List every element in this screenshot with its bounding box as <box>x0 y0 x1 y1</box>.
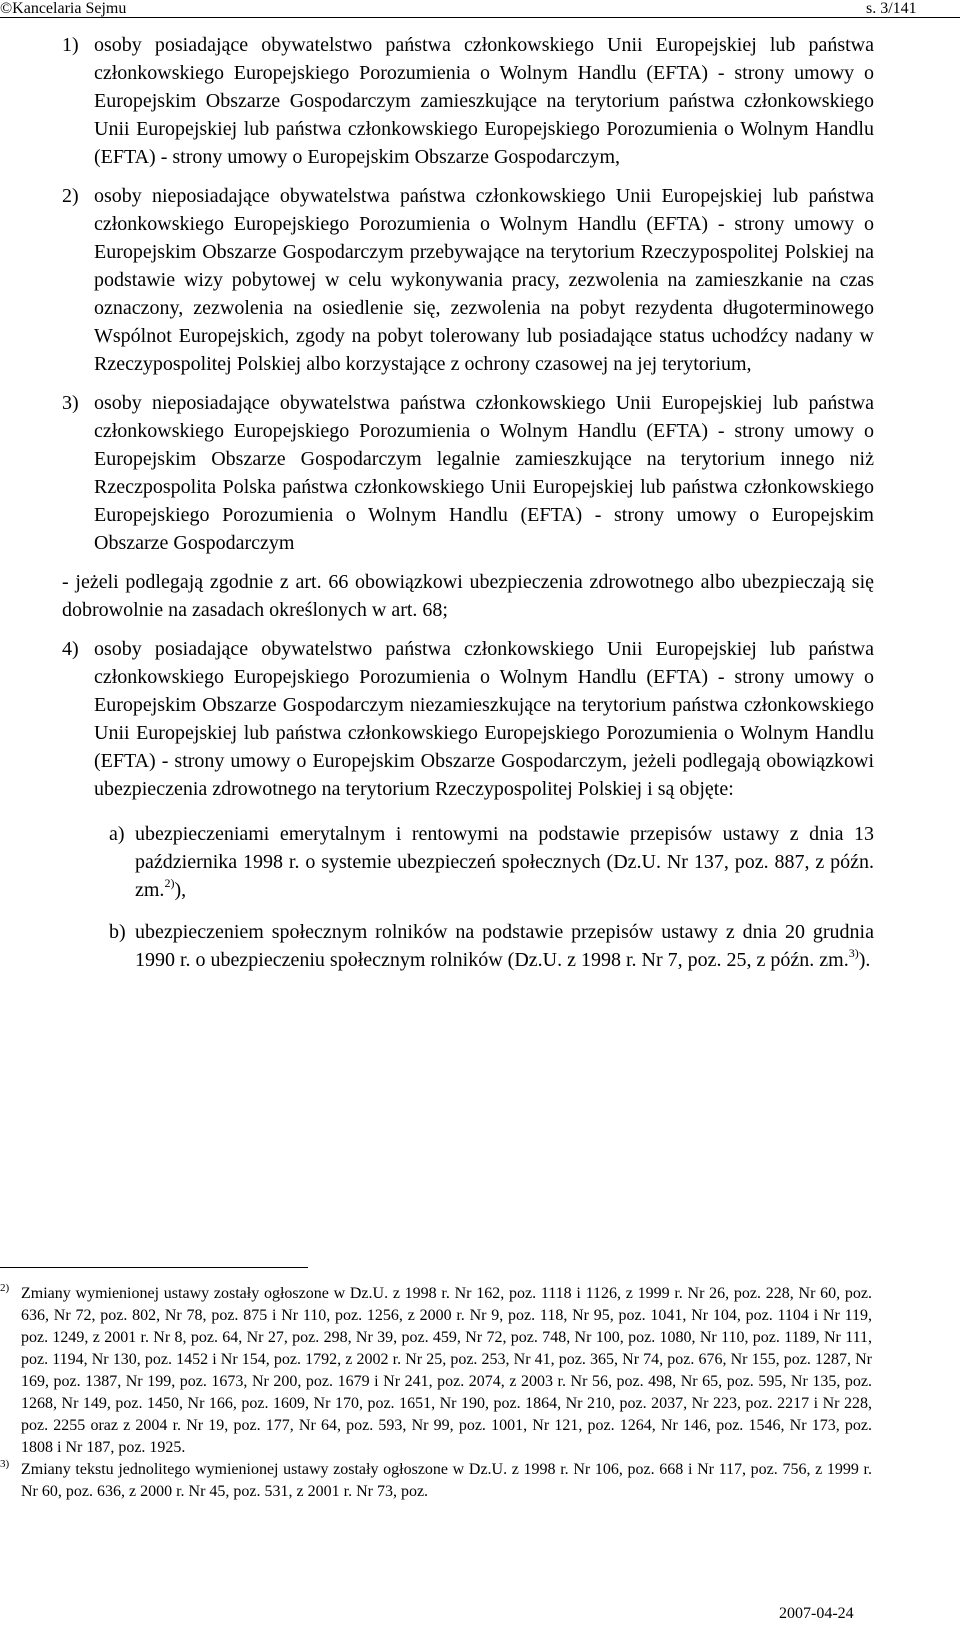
footnote-reference[interactable]: 2) <box>164 876 175 891</box>
footnotes <box>0 1283 872 1503</box>
list-item-1 <box>62 31 874 171</box>
list-item-text: osoby posiadające obywatelstwo państwa członkowskiego Unii Europejskiej lub państwa członkowskiego Europejskiego Porozumienia o Wolnym Handlu (EFTA) - strony umowy o Europejskim Obszarze Gospodarczym niezamieszkujące na terytorium państwa członkowskiego Unii Europejskiej lub państwa członkowskiego Europejskiego Porozumienia o Wolnym Handlu (EFTA) - strony umowy o Europejskim Obszarze Gospodarczym, jeżeli podlegają obowiązkowi ubezpieczenia zdrowotnego na terytorium Rzeczypospolitej Polskiej i są objęte: <box>94 638 874 800</box>
footnote-mark: 3) <box>0 1458 10 1470</box>
list-item-text: osoby nieposiadające obywatelstwa państwa członkowskiego Unii Europejskiej lub państwa członkowskiego Europejskiego Porozumienia o Wolnym Handlu (EFTA) - strony umowy o Europejskim Obszarze Gospodarczym przebywające na terytorium Rzeczypospolitej Polskiej na podstawie wizy pobytowej w celu wykonywania pracy, zezwolenia na zamieszkanie na czas oznaczony, zezwolenia na osiedlenie się, zezwolenia na pobyt rezydenta długoterminowego Wspólnot Europejskich, zgody na pobyt tolerowany lub posiadające status uchodźcy nadany w Rzeczypospolitej Polskiej albo korzystające z ochrony czasowej na jej terytorium, <box>94 185 874 375</box>
subitem-a <box>62 820 874 904</box>
header-page-number: s. 3/141 <box>866 0 917 17</box>
subitem-tail: ). <box>858 949 871 971</box>
list-item-text: osoby posiadające obywatelstwo państwa członkowskiego Unii Europejskiej lub państwa członkowskiego Europejskiego Porozumienia o Wolnym Handlu (EFTA) - strony umowy o Europejskim Obszarze Gospodarczym zamieszkujące na terytorium państwa członkowskiego Unii Europejskiej lub państwa członkowskiego Europejskiego Porozumienia o Wolnym Handlu (EFTA) - strony umowy o Europejskim Obszarze Gospodarczym, <box>94 34 874 168</box>
subitem-text: ubezpieczeniami emerytalnym i rentowymi na podstawie przepisów ustawy z dnia 13 października 1998 r. o systemie ubezpieczeń społecznych (Dz.U. Nr 137, poz. 887, z późn. zm. <box>135 823 874 901</box>
subitem-label: a) <box>109 823 125 845</box>
subitem-label: b) <box>109 921 126 943</box>
subitem-b <box>62 918 874 974</box>
footnote-text: Zmiany wymienionej ustawy zostały ogłoszone w Dz.U. z 1998 r. Nr 162, poz. 1118 i 1126, z 1999 r. Nr 26, poz. 228, Nr 60, poz. 636, Nr 72, poz. 802, Nr 78, poz. 875 i Nr 110, poz. 1256, z 2000 r. Nr 9, poz. 118, Nr 95, poz. 1041, Nr 104, poz. 1104 i Nr 119, poz. 1249, z 2001 r. Nr 8, poz. 64, Nr 27, poz. 298, Nr 39, poz. 459, Nr 72, poz. 748, Nr 100, poz. 1080, Nr 110, poz. 1189, Nr 111, poz. 1194, Nr 130, poz. 1452 i Nr 154, poz. 1792, z 2002 r. Nr 25, poz. 253, Nr 41, poz. 365, Nr 74, poz. 676, Nr 155, poz. 1287, Nr 169, poz. 1387, Nr 199, poz. 1673, Nr 200, poz. 1679 i Nr 241, poz. 2074, z 2003 r. Nr 56, poz. 498, Nr 65, poz. 595, Nr 135, poz. 1268, Nr 149, poz. 1450, Nr 166, poz. 1609, Nr 170, poz. 1651, Nr 190, poz. 1864, Nr 210, poz. 2037, Nr 223, poz. 2217 i Nr 228, poz. 2255 oraz z 2004 r. Nr 19, poz. 177, Nr 64, poz. 593, Nr 99, poz. 1001, Nr 121, poz. 1264, Nr 146, poz. 1546, Nr 173, poz. 1808 i Nr 187, poz. 1925. <box>21 1285 872 1456</box>
list-item-number: 4) <box>62 638 79 660</box>
list-item-4 <box>62 635 874 803</box>
footnote-2 <box>0 1283 872 1459</box>
header-copyright: ©Kancelaria Sejmu <box>0 0 127 17</box>
list-item-number: 2) <box>62 185 79 207</box>
closing-paragraph: - jeżeli podlegają zgodnie z art. 66 obowiązkowi ubezpieczenia zdrowotnego albo ubezpieczają się dobrowolnie na zasadach określonych w art. 68; <box>62 571 874 621</box>
footer-date: 2007-04-24 <box>779 1605 854 1622</box>
document-body <box>62 31 874 974</box>
list-item-number: 1) <box>62 34 79 56</box>
list-item-3 <box>62 389 874 557</box>
footnote-text: Zmiany tekstu jednolitego wymienionej ustawy zostały ogłoszone w Dz.U. z 1998 r. Nr 106, poz. 668 i Nr 117, poz. 756, z 1999 r. Nr 60, poz. 636, z 2000 r. Nr 45, poz. 531, z 2001 r. Nr 73, poz. <box>21 1461 872 1500</box>
list-item-2 <box>62 182 874 378</box>
subitem-text: ubezpieczeniem społecznym rolników na podstawie przepisów ustawy z dnia 20 grudnia 1990 r. o ubezpieczeniu społecznym rolników (Dz.U. z 1998 r. Nr 7, poz. 25, z późn. zm. <box>135 921 874 971</box>
footnote-reference[interactable]: 3) <box>848 946 859 961</box>
footnote-separator <box>0 1267 308 1268</box>
footnote-3 <box>0 1459 872 1503</box>
footnote-mark: 2) <box>0 1282 10 1294</box>
subitem-tail: ), <box>174 879 187 901</box>
list-item-number: 3) <box>62 392 79 414</box>
list-item-text: osoby nieposiadające obywatelstwa państwa członkowskiego Unii Europejskiej lub państwa członkowskiego Europejskiego Porozumienia o Wolnym Handlu (EFTA) - strony umowy o Europejskim Obszarze Gospodarczym legalnie zamieszkujące na terytorium innego niż Rzeczpospolita Polska państwa członkowskiego Unii Europejskiej lub państwa członkowskiego Europejskiego Porozumienia o Wolnym Handlu (EFTA) - strony umowy o Europejskim Obszarze Gospodarczym <box>94 392 874 554</box>
header-rule <box>0 17 960 18</box>
